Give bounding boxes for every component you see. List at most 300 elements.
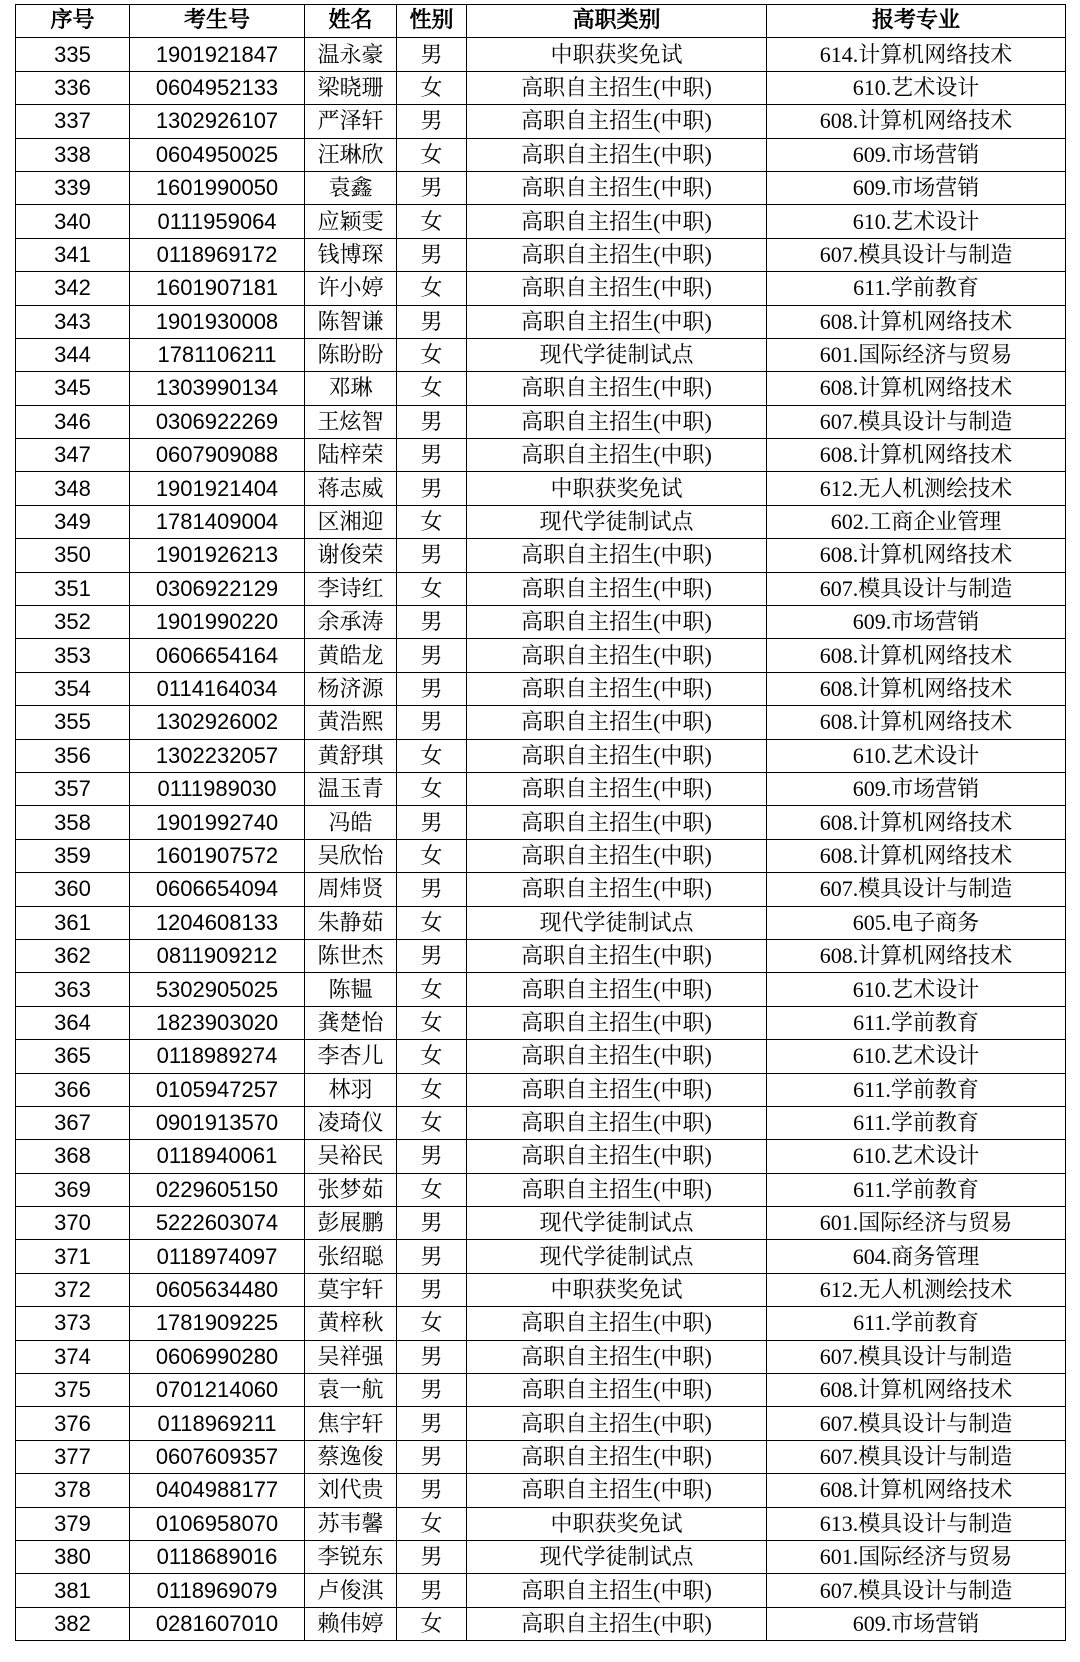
cell-gender: 男 bbox=[397, 1440, 467, 1473]
cell-gender: 男 bbox=[397, 1540, 467, 1573]
cell-major: 609.市场营销 bbox=[767, 1607, 1066, 1640]
cell-category: 高职自主招生(中职) bbox=[467, 1607, 767, 1640]
table-row bbox=[16, 806, 1066, 839]
cell-name: 谢俊荣 bbox=[305, 539, 397, 572]
cell-exam-id: 0111959064 bbox=[130, 205, 305, 238]
table-row bbox=[16, 105, 1066, 138]
cell-gender: 女 bbox=[397, 1173, 467, 1206]
cell-category: 现代学徒制试点 bbox=[467, 1240, 767, 1273]
table-row bbox=[16, 1240, 1066, 1273]
table-row bbox=[16, 1140, 1066, 1173]
cell-category: 高职自主招生(中职) bbox=[467, 305, 767, 338]
cell-category: 现代学徒制试点 bbox=[467, 906, 767, 939]
cell-category: 高职自主招生(中职) bbox=[467, 973, 767, 1006]
cell-name: 龚楚怡 bbox=[305, 1006, 397, 1039]
cell-major: 611.学前教育 bbox=[767, 1106, 1066, 1139]
cell-major: 608.计算机网络技术 bbox=[767, 639, 1066, 672]
cell-exam-id: 0118940061 bbox=[130, 1140, 305, 1173]
cell-name: 张梦茹 bbox=[305, 1173, 397, 1206]
cell-category: 高职自主招生(中职) bbox=[467, 372, 767, 405]
cell-seq: 351 bbox=[16, 572, 130, 605]
cell-name: 彭展鹏 bbox=[305, 1207, 397, 1240]
cell-gender: 男 bbox=[397, 606, 467, 639]
cell-exam-id: 1901930008 bbox=[130, 305, 305, 338]
cell-gender: 男 bbox=[397, 1140, 467, 1173]
cell-seq: 365 bbox=[16, 1040, 130, 1073]
cell-seq: 336 bbox=[16, 71, 130, 104]
cell-seq: 359 bbox=[16, 839, 130, 872]
cell-category: 高职自主招生(中职) bbox=[467, 1073, 767, 1106]
cell-seq: 372 bbox=[16, 1273, 130, 1306]
cell-exam-id: 0118969079 bbox=[130, 1574, 305, 1607]
cell-category: 高职自主招生(中职) bbox=[467, 806, 767, 839]
roster-body bbox=[16, 38, 1066, 1641]
cell-name: 区湘迎 bbox=[305, 505, 397, 538]
table-row bbox=[16, 1273, 1066, 1306]
cell-name: 陈智谦 bbox=[305, 305, 397, 338]
table-row bbox=[16, 472, 1066, 505]
cell-seq: 360 bbox=[16, 873, 130, 906]
table-row bbox=[16, 906, 1066, 939]
cell-seq: 381 bbox=[16, 1574, 130, 1607]
cell-major: 607.模具设计与制造 bbox=[767, 1440, 1066, 1473]
cell-exam-id: 1901926213 bbox=[130, 539, 305, 572]
cell-exam-id: 1901990220 bbox=[130, 606, 305, 639]
cell-category: 高职自主招生(中职) bbox=[467, 439, 767, 472]
cell-name: 冯皓 bbox=[305, 806, 397, 839]
cell-gender: 女 bbox=[397, 839, 467, 872]
cell-category: 中职获奖免试 bbox=[467, 472, 767, 505]
cell-gender: 男 bbox=[397, 939, 467, 972]
table-row bbox=[16, 205, 1066, 238]
roster-sheet bbox=[15, 4, 1065, 1641]
cell-category: 现代学徒制试点 bbox=[467, 505, 767, 538]
cell-gender: 男 bbox=[397, 639, 467, 672]
table-row bbox=[16, 1540, 1066, 1573]
cell-exam-id: 0118969211 bbox=[130, 1407, 305, 1440]
header-name: 姓名 bbox=[305, 5, 397, 38]
cell-gender: 女 bbox=[397, 205, 467, 238]
cell-major: 607.模具设计与制造 bbox=[767, 1407, 1066, 1440]
cell-major: 608.计算机网络技术 bbox=[767, 105, 1066, 138]
cell-seq: 362 bbox=[16, 939, 130, 972]
cell-name: 莫宇轩 bbox=[305, 1273, 397, 1306]
cell-major: 614.计算机网络技术 bbox=[767, 38, 1066, 71]
header-exam-id: 考生号 bbox=[130, 5, 305, 38]
cell-name: 李杏儿 bbox=[305, 1040, 397, 1073]
table-row bbox=[16, 71, 1066, 104]
cell-exam-id: 0606654164 bbox=[130, 639, 305, 672]
cell-seq: 352 bbox=[16, 606, 130, 639]
cell-name: 应颖雯 bbox=[305, 205, 397, 238]
cell-major: 604.商务管理 bbox=[767, 1240, 1066, 1273]
cell-gender: 女 bbox=[397, 272, 467, 305]
table-row bbox=[16, 38, 1066, 71]
cell-gender: 男 bbox=[397, 238, 467, 271]
cell-category: 高职自主招生(中职) bbox=[467, 706, 767, 739]
cell-name: 朱静茹 bbox=[305, 906, 397, 939]
cell-gender: 女 bbox=[397, 505, 467, 538]
cell-exam-id: 1302926107 bbox=[130, 105, 305, 138]
cell-major: 601.国际经济与贸易 bbox=[767, 1207, 1066, 1240]
table-row bbox=[16, 505, 1066, 538]
cell-major: 610.艺术设计 bbox=[767, 739, 1066, 772]
cell-category: 高职自主招生(中职) bbox=[467, 1307, 767, 1340]
cell-major: 607.模具设计与制造 bbox=[767, 873, 1066, 906]
header-seq: 序号 bbox=[16, 5, 130, 38]
cell-seq: 363 bbox=[16, 973, 130, 1006]
table-row bbox=[16, 539, 1066, 572]
cell-seq: 380 bbox=[16, 1540, 130, 1573]
cell-seq: 364 bbox=[16, 1006, 130, 1039]
cell-category: 高职自主招生(中职) bbox=[467, 272, 767, 305]
cell-category: 高职自主招生(中职) bbox=[467, 71, 767, 104]
cell-major: 610.艺术设计 bbox=[767, 973, 1066, 1006]
cell-category: 高职自主招生(中职) bbox=[467, 1374, 767, 1407]
cell-exam-id: 0604950025 bbox=[130, 138, 305, 171]
table-row bbox=[16, 439, 1066, 472]
cell-seq: 341 bbox=[16, 238, 130, 271]
cell-seq: 345 bbox=[16, 372, 130, 405]
cell-exam-id: 0901913570 bbox=[130, 1106, 305, 1139]
table-row bbox=[16, 1173, 1066, 1206]
cell-major: 610.艺术设计 bbox=[767, 1040, 1066, 1073]
table-row bbox=[16, 873, 1066, 906]
cell-name: 杨济源 bbox=[305, 672, 397, 705]
cell-seq: 378 bbox=[16, 1474, 130, 1507]
cell-gender: 男 bbox=[397, 1207, 467, 1240]
cell-category: 高职自主招生(中职) bbox=[467, 1340, 767, 1373]
cell-exam-id: 0118689016 bbox=[130, 1540, 305, 1573]
table-row bbox=[16, 171, 1066, 204]
cell-category: 高职自主招生(中职) bbox=[467, 606, 767, 639]
cell-gender: 女 bbox=[397, 1073, 467, 1106]
cell-gender: 男 bbox=[397, 873, 467, 906]
cell-category: 高职自主招生(中职) bbox=[467, 205, 767, 238]
cell-exam-id: 1781909225 bbox=[130, 1307, 305, 1340]
cell-category: 高职自主招生(中职) bbox=[467, 1106, 767, 1139]
cell-major: 610.艺术设计 bbox=[767, 205, 1066, 238]
table-row bbox=[16, 839, 1066, 872]
cell-seq: 377 bbox=[16, 1440, 130, 1473]
cell-category: 高职自主招生(中职) bbox=[467, 405, 767, 438]
cell-exam-id: 0404988177 bbox=[130, 1474, 305, 1507]
cell-gender: 女 bbox=[397, 739, 467, 772]
cell-category: 高职自主招生(中职) bbox=[467, 1173, 767, 1206]
cell-gender: 女 bbox=[397, 772, 467, 805]
cell-name: 邓琳 bbox=[305, 372, 397, 405]
table-row bbox=[16, 1507, 1066, 1540]
table-row bbox=[16, 1440, 1066, 1473]
cell-seq: 335 bbox=[16, 38, 130, 71]
cell-major: 607.模具设计与制造 bbox=[767, 405, 1066, 438]
cell-seq: 371 bbox=[16, 1240, 130, 1273]
cell-gender: 男 bbox=[397, 38, 467, 71]
cell-major: 608.计算机网络技术 bbox=[767, 305, 1066, 338]
cell-major: 612.无人机测绘技术 bbox=[767, 1273, 1066, 1306]
header-category: 高职类别 bbox=[467, 5, 767, 38]
cell-name: 卢俊淇 bbox=[305, 1574, 397, 1607]
cell-name: 李锐东 bbox=[305, 1540, 397, 1573]
cell-exam-id: 0281607010 bbox=[130, 1607, 305, 1640]
cell-name: 陆梓荣 bbox=[305, 439, 397, 472]
cell-major: 608.计算机网络技术 bbox=[767, 439, 1066, 472]
cell-category: 中职获奖免试 bbox=[467, 1273, 767, 1306]
header-major: 报考专业 bbox=[767, 5, 1066, 38]
cell-gender: 女 bbox=[397, 1040, 467, 1073]
cell-major: 610.艺术设计 bbox=[767, 71, 1066, 104]
table-row bbox=[16, 1474, 1066, 1507]
table-row bbox=[16, 606, 1066, 639]
cell-gender: 男 bbox=[397, 1474, 467, 1507]
cell-major: 607.模具设计与制造 bbox=[767, 572, 1066, 605]
table-row bbox=[16, 372, 1066, 405]
cell-seq: 375 bbox=[16, 1374, 130, 1407]
cell-exam-id: 0118969172 bbox=[130, 238, 305, 271]
cell-category: 高职自主招生(中职) bbox=[467, 1006, 767, 1039]
table-row bbox=[16, 672, 1066, 705]
table-row bbox=[16, 338, 1066, 371]
cell-seq: 367 bbox=[16, 1106, 130, 1139]
cell-exam-id: 1302232057 bbox=[130, 739, 305, 772]
cell-exam-id: 1204608133 bbox=[130, 906, 305, 939]
cell-name: 陈盼盼 bbox=[305, 338, 397, 371]
cell-name: 吴祥强 bbox=[305, 1340, 397, 1373]
cell-name: 黄梓秋 bbox=[305, 1307, 397, 1340]
cell-major: 608.计算机网络技术 bbox=[767, 839, 1066, 872]
cell-major: 607.模具设计与制造 bbox=[767, 1340, 1066, 1373]
cell-exam-id: 1901921404 bbox=[130, 472, 305, 505]
cell-exam-id: 0605634480 bbox=[130, 1273, 305, 1306]
table-row bbox=[16, 739, 1066, 772]
cell-major: 611.学前教育 bbox=[767, 1307, 1066, 1340]
table-row bbox=[16, 305, 1066, 338]
table-row bbox=[16, 572, 1066, 605]
cell-gender: 女 bbox=[397, 1106, 467, 1139]
cell-name: 温永豪 bbox=[305, 38, 397, 71]
table-row bbox=[16, 706, 1066, 739]
cell-seq: 368 bbox=[16, 1140, 130, 1173]
cell-name: 严泽轩 bbox=[305, 105, 397, 138]
cell-major: 611.学前教育 bbox=[767, 1073, 1066, 1106]
cell-exam-id: 1823903020 bbox=[130, 1006, 305, 1039]
cell-gender: 男 bbox=[397, 439, 467, 472]
cell-seq: 344 bbox=[16, 338, 130, 371]
cell-name: 黄浩熙 bbox=[305, 706, 397, 739]
cell-exam-id: 0607609357 bbox=[130, 1440, 305, 1473]
cell-seq: 382 bbox=[16, 1607, 130, 1640]
cell-gender: 女 bbox=[397, 338, 467, 371]
cell-exam-id: 1601907572 bbox=[130, 839, 305, 872]
cell-name: 袁一航 bbox=[305, 1374, 397, 1407]
cell-exam-id: 0229605150 bbox=[130, 1173, 305, 1206]
cell-name: 凌琦仪 bbox=[305, 1106, 397, 1139]
cell-exam-id: 1601990050 bbox=[130, 171, 305, 204]
cell-seq: 369 bbox=[16, 1173, 130, 1206]
cell-seq: 354 bbox=[16, 672, 130, 705]
cell-category: 高职自主招生(中职) bbox=[467, 1474, 767, 1507]
cell-category: 高职自主招生(中职) bbox=[467, 873, 767, 906]
cell-name: 张绍聪 bbox=[305, 1240, 397, 1273]
cell-name: 王炫智 bbox=[305, 405, 397, 438]
cell-gender: 女 bbox=[397, 1006, 467, 1039]
header-row bbox=[16, 5, 1066, 38]
table-row bbox=[16, 1607, 1066, 1640]
cell-major: 608.计算机网络技术 bbox=[767, 1374, 1066, 1407]
cell-seq: 376 bbox=[16, 1407, 130, 1440]
cell-exam-id: 0606654094 bbox=[130, 873, 305, 906]
cell-exam-id: 0607909088 bbox=[130, 439, 305, 472]
cell-name: 黄舒琪 bbox=[305, 739, 397, 772]
cell-gender: 女 bbox=[397, 1507, 467, 1540]
cell-gender: 男 bbox=[397, 539, 467, 572]
cell-gender: 男 bbox=[397, 672, 467, 705]
cell-major: 608.计算机网络技术 bbox=[767, 539, 1066, 572]
cell-exam-id: 0111989030 bbox=[130, 772, 305, 805]
cell-seq: 347 bbox=[16, 439, 130, 472]
table-row bbox=[16, 1207, 1066, 1240]
cell-seq: 342 bbox=[16, 272, 130, 305]
cell-category: 高职自主招生(中职) bbox=[467, 1574, 767, 1607]
cell-category: 高职自主招生(中职) bbox=[467, 1040, 767, 1073]
cell-name: 蔡逸俊 bbox=[305, 1440, 397, 1473]
cell-seq: 349 bbox=[16, 505, 130, 538]
cell-gender: 男 bbox=[397, 1340, 467, 1373]
cell-exam-id: 1781409004 bbox=[130, 505, 305, 538]
cell-gender: 男 bbox=[397, 171, 467, 204]
cell-name: 焦宇轩 bbox=[305, 1407, 397, 1440]
cell-seq: 355 bbox=[16, 706, 130, 739]
cell-category: 现代学徒制试点 bbox=[467, 1207, 767, 1240]
cell-exam-id: 1302926002 bbox=[130, 706, 305, 739]
cell-seq: 337 bbox=[16, 105, 130, 138]
cell-exam-id: 1601907181 bbox=[130, 272, 305, 305]
cell-seq: 338 bbox=[16, 138, 130, 171]
cell-category: 高职自主招生(中职) bbox=[467, 105, 767, 138]
cell-exam-id: 1901992740 bbox=[130, 806, 305, 839]
cell-seq: 373 bbox=[16, 1307, 130, 1340]
cell-name: 袁鑫 bbox=[305, 171, 397, 204]
table-row bbox=[16, 272, 1066, 305]
cell-name: 苏韦馨 bbox=[305, 1507, 397, 1540]
cell-seq: 346 bbox=[16, 405, 130, 438]
cell-name: 汪琳欣 bbox=[305, 138, 397, 171]
cell-major: 607.模具设计与制造 bbox=[767, 238, 1066, 271]
cell-major: 610.艺术设计 bbox=[767, 1140, 1066, 1173]
cell-category: 现代学徒制试点 bbox=[467, 1540, 767, 1573]
cell-category: 高职自主招生(中职) bbox=[467, 572, 767, 605]
cell-major: 611.学前教育 bbox=[767, 272, 1066, 305]
cell-seq: 353 bbox=[16, 639, 130, 672]
cell-gender: 男 bbox=[397, 105, 467, 138]
cell-name: 余承涛 bbox=[305, 606, 397, 639]
cell-category: 高职自主招生(中职) bbox=[467, 1440, 767, 1473]
cell-seq: 350 bbox=[16, 539, 130, 572]
cell-major: 602.工商企业管理 bbox=[767, 505, 1066, 538]
cell-gender: 男 bbox=[397, 1374, 467, 1407]
cell-exam-id: 1303990134 bbox=[130, 372, 305, 405]
table-row bbox=[16, 639, 1066, 672]
cell-exam-id: 1901921847 bbox=[130, 38, 305, 71]
cell-exam-id: 0604952133 bbox=[130, 71, 305, 104]
cell-gender: 男 bbox=[397, 305, 467, 338]
cell-seq: 339 bbox=[16, 171, 130, 204]
cell-major: 608.计算机网络技术 bbox=[767, 672, 1066, 705]
cell-major: 609.市场营销 bbox=[767, 138, 1066, 171]
cell-exam-id: 0118974097 bbox=[130, 1240, 305, 1273]
cell-exam-id: 0811909212 bbox=[130, 939, 305, 972]
table-row bbox=[16, 772, 1066, 805]
cell-major: 613.模具设计与制造 bbox=[767, 1507, 1066, 1540]
cell-name: 钱博琛 bbox=[305, 238, 397, 271]
table-row bbox=[16, 1307, 1066, 1340]
header-gender: 性别 bbox=[397, 5, 467, 38]
cell-major: 608.计算机网络技术 bbox=[767, 806, 1066, 839]
table-row bbox=[16, 1073, 1066, 1106]
cell-exam-id: 0105947257 bbox=[130, 1073, 305, 1106]
cell-category: 高职自主招生(中职) bbox=[467, 539, 767, 572]
cell-name: 赖伟婷 bbox=[305, 1607, 397, 1640]
cell-major: 607.模具设计与制造 bbox=[767, 1574, 1066, 1607]
table-row bbox=[16, 1407, 1066, 1440]
cell-category: 高职自主招生(中职) bbox=[467, 772, 767, 805]
table-row bbox=[16, 138, 1066, 171]
cell-gender: 女 bbox=[397, 1607, 467, 1640]
cell-major: 612.无人机测绘技术 bbox=[767, 472, 1066, 505]
cell-category: 高职自主招生(中职) bbox=[467, 839, 767, 872]
table-row bbox=[16, 405, 1066, 438]
cell-seq: 358 bbox=[16, 806, 130, 839]
cell-name: 吴欣怡 bbox=[305, 839, 397, 872]
cell-gender: 男 bbox=[397, 806, 467, 839]
cell-category: 高职自主招生(中职) bbox=[467, 138, 767, 171]
cell-category: 高职自主招生(中职) bbox=[467, 171, 767, 204]
table-row bbox=[16, 1374, 1066, 1407]
cell-seq: 348 bbox=[16, 472, 130, 505]
cell-seq: 370 bbox=[16, 1207, 130, 1240]
table-row bbox=[16, 973, 1066, 1006]
cell-exam-id: 1781106211 bbox=[130, 338, 305, 371]
cell-seq: 340 bbox=[16, 205, 130, 238]
cell-major: 611.学前教育 bbox=[767, 1173, 1066, 1206]
cell-major: 608.计算机网络技术 bbox=[767, 939, 1066, 972]
cell-gender: 女 bbox=[397, 71, 467, 104]
cell-category: 现代学徒制试点 bbox=[467, 338, 767, 371]
cell-name: 陈世杰 bbox=[305, 939, 397, 972]
cell-major: 601.国际经济与贸易 bbox=[767, 1540, 1066, 1573]
cell-exam-id: 0701214060 bbox=[130, 1374, 305, 1407]
cell-name: 周炜贤 bbox=[305, 873, 397, 906]
cell-exam-id: 0306922129 bbox=[130, 572, 305, 605]
cell-major: 605.电子商务 bbox=[767, 906, 1066, 939]
cell-major: 601.国际经济与贸易 bbox=[767, 338, 1066, 371]
cell-category: 高职自主招生(中职) bbox=[467, 1407, 767, 1440]
cell-seq: 379 bbox=[16, 1507, 130, 1540]
table-row bbox=[16, 1006, 1066, 1039]
cell-seq: 356 bbox=[16, 739, 130, 772]
cell-gender: 女 bbox=[397, 1307, 467, 1340]
cell-name: 刘代贵 bbox=[305, 1474, 397, 1507]
cell-gender: 男 bbox=[397, 1273, 467, 1306]
cell-exam-id: 5222603074 bbox=[130, 1207, 305, 1240]
cell-name: 许小婷 bbox=[305, 272, 397, 305]
cell-gender: 女 bbox=[397, 572, 467, 605]
cell-seq: 361 bbox=[16, 906, 130, 939]
cell-exam-id: 0106958070 bbox=[130, 1507, 305, 1540]
cell-category: 中职获奖免试 bbox=[467, 38, 767, 71]
cell-seq: 366 bbox=[16, 1073, 130, 1106]
cell-name: 温玉青 bbox=[305, 772, 397, 805]
